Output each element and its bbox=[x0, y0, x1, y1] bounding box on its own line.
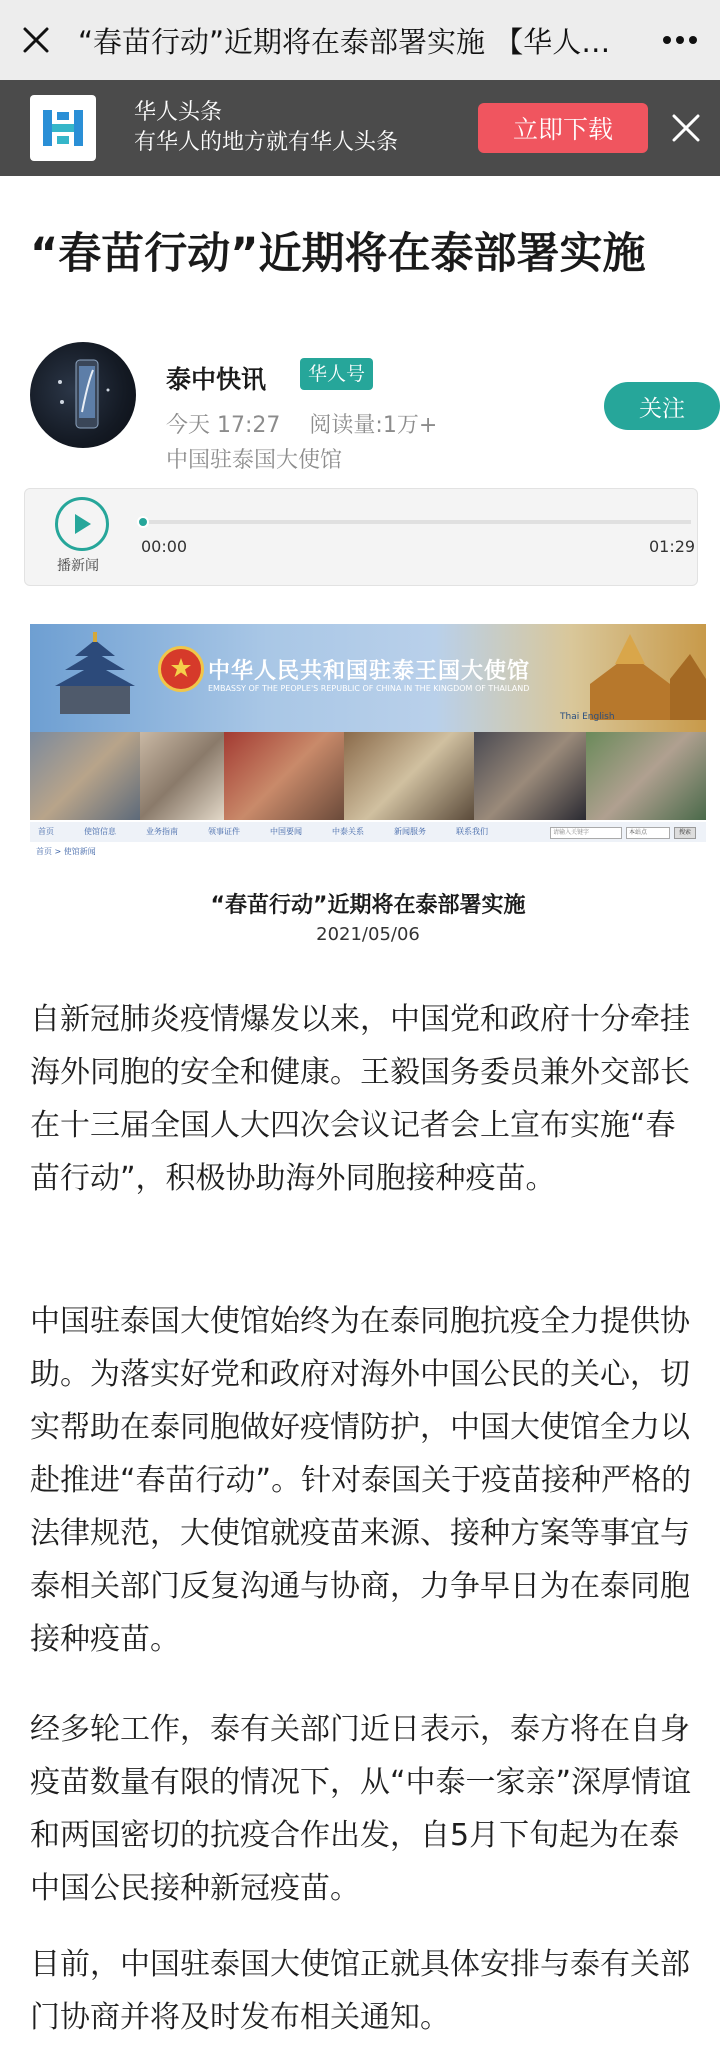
embassy-nav-item: 业务指南 bbox=[146, 827, 178, 836]
author-name[interactable]: 泰中快讯 bbox=[166, 365, 267, 394]
embassy-search-scope: 本站点 bbox=[626, 827, 670, 839]
follow-button[interactable]: 关注 bbox=[604, 382, 720, 430]
top-nav-bar bbox=[0, 0, 720, 80]
photo bbox=[140, 732, 224, 820]
more-icon[interactable] bbox=[640, 0, 720, 80]
embassy-nav-item: 中国要闻 bbox=[270, 827, 302, 836]
publish-time: 今天 17:27 bbox=[166, 413, 281, 438]
embassy-search-button: 搜索 bbox=[674, 827, 696, 839]
audio-label: 播新闻 bbox=[57, 558, 99, 574]
article-image[interactable] bbox=[30, 624, 706, 954]
photo bbox=[30, 732, 140, 820]
article-title: “春苗行动”近期将在泰部署实施 bbox=[30, 229, 646, 279]
embassy-nav-item: 使馆信息 bbox=[84, 827, 116, 836]
close-icon[interactable] bbox=[0, 0, 72, 80]
embassy-search-input: 请输入关键字 bbox=[550, 827, 622, 839]
banner-close-icon[interactable] bbox=[662, 104, 710, 152]
author-tag-badge: 华人号 bbox=[300, 358, 373, 390]
embassy-article-date: 2021/05/06 bbox=[316, 924, 420, 945]
photo bbox=[224, 732, 344, 820]
play-icon[interactable] bbox=[55, 497, 109, 551]
audio-current-time: 00:00 bbox=[141, 537, 188, 556]
audio-progress-track[interactable] bbox=[141, 520, 691, 524]
photo bbox=[586, 732, 706, 820]
article-meta bbox=[166, 408, 459, 439]
article-paragraph: 中国驻泰国大使馆始终为在泰同胞抗疫全力提供协助。为落实好党和政府对海外中国公民的关心，切实帮助在泰同胞做好疫情防护，中国大使馆全力以赴推进“春苗行动”。针对泰国关于疫苗接种严格的法律规范，大使馆就疫苗来源、接种方案等事宜与泰相关部门反复沟通与协商，力争早日为在泰同胞接种疫苗。 bbox=[30, 1304, 692, 1657]
embassy-header bbox=[30, 624, 706, 732]
audio-progress-knob[interactable] bbox=[137, 516, 149, 528]
nav-title: “春苗行动”近期将在泰部署实施 【华人… bbox=[78, 24, 611, 59]
app-logo-icon bbox=[30, 95, 96, 161]
article-source: 中国驻泰国大使馆 bbox=[166, 448, 343, 473]
article-paragraph: 经多轮工作，泰有关部门近日表示，泰方将在自身疫苗数量有限的情况下，从“中泰一家亲”深厚情谊和两国密切的抗疫合作出发，自5月下旬起为在泰中国公民接种新冠疫苗。 bbox=[30, 1712, 692, 1906]
author-avatar[interactable] bbox=[30, 342, 136, 448]
article-paragraph: 自新冠肺炎疫情爆发以来，中国党和政府十分牵挂海外同胞的安全和健康。王毅国务委员兼外交部长在十三届全国人大四次会议记者会上宣布实施“春苗行动”，积极协助海外同胞接种疫苗。 bbox=[30, 1002, 690, 1196]
read-count: 阅读量:1万+ bbox=[309, 413, 438, 438]
embassy-lang-links: Thai English bbox=[560, 712, 615, 722]
article-paragraph: 目前，中国驻泰国大使馆正就具体安排与泰有关部门协商并将及时发布相关通知。 bbox=[30, 1947, 690, 2035]
photo bbox=[344, 732, 474, 820]
embassy-nav-item: 联系我们 bbox=[456, 827, 488, 836]
embassy-name-en: EMBASSY OF THE PEOPLE'S REPUBLIC OF CHINA IN THE KINGDOM OF THAILAND bbox=[208, 684, 530, 693]
embassy-nav-item: 中泰关系 bbox=[332, 827, 364, 836]
embassy-photo-strip bbox=[30, 732, 706, 820]
embassy-nav-item: 首页 bbox=[38, 827, 54, 836]
app-slogan: 有华人的地方就有华人头条 bbox=[134, 130, 399, 155]
app-name: 华人头条 bbox=[134, 100, 223, 125]
embassy-name-cn: 中华人民共和国驻泰王国大使馆 bbox=[208, 659, 531, 684]
audio-player bbox=[24, 488, 698, 586]
emblem-icon bbox=[158, 646, 204, 692]
app-download-banner bbox=[0, 80, 720, 176]
audio-duration: 01:29 bbox=[649, 537, 696, 556]
download-button[interactable]: 立即下载 bbox=[478, 103, 648, 153]
embassy-nav-item: 新闻服务 bbox=[394, 827, 426, 836]
embassy-article-title: “春苗行动”近期将在泰部署实施 bbox=[210, 893, 526, 918]
embassy-nav-item: 领事证件 bbox=[208, 827, 240, 836]
embassy-breadcrumb: 首页 > 使馆新闻 bbox=[36, 847, 96, 856]
photo bbox=[474, 732, 586, 820]
